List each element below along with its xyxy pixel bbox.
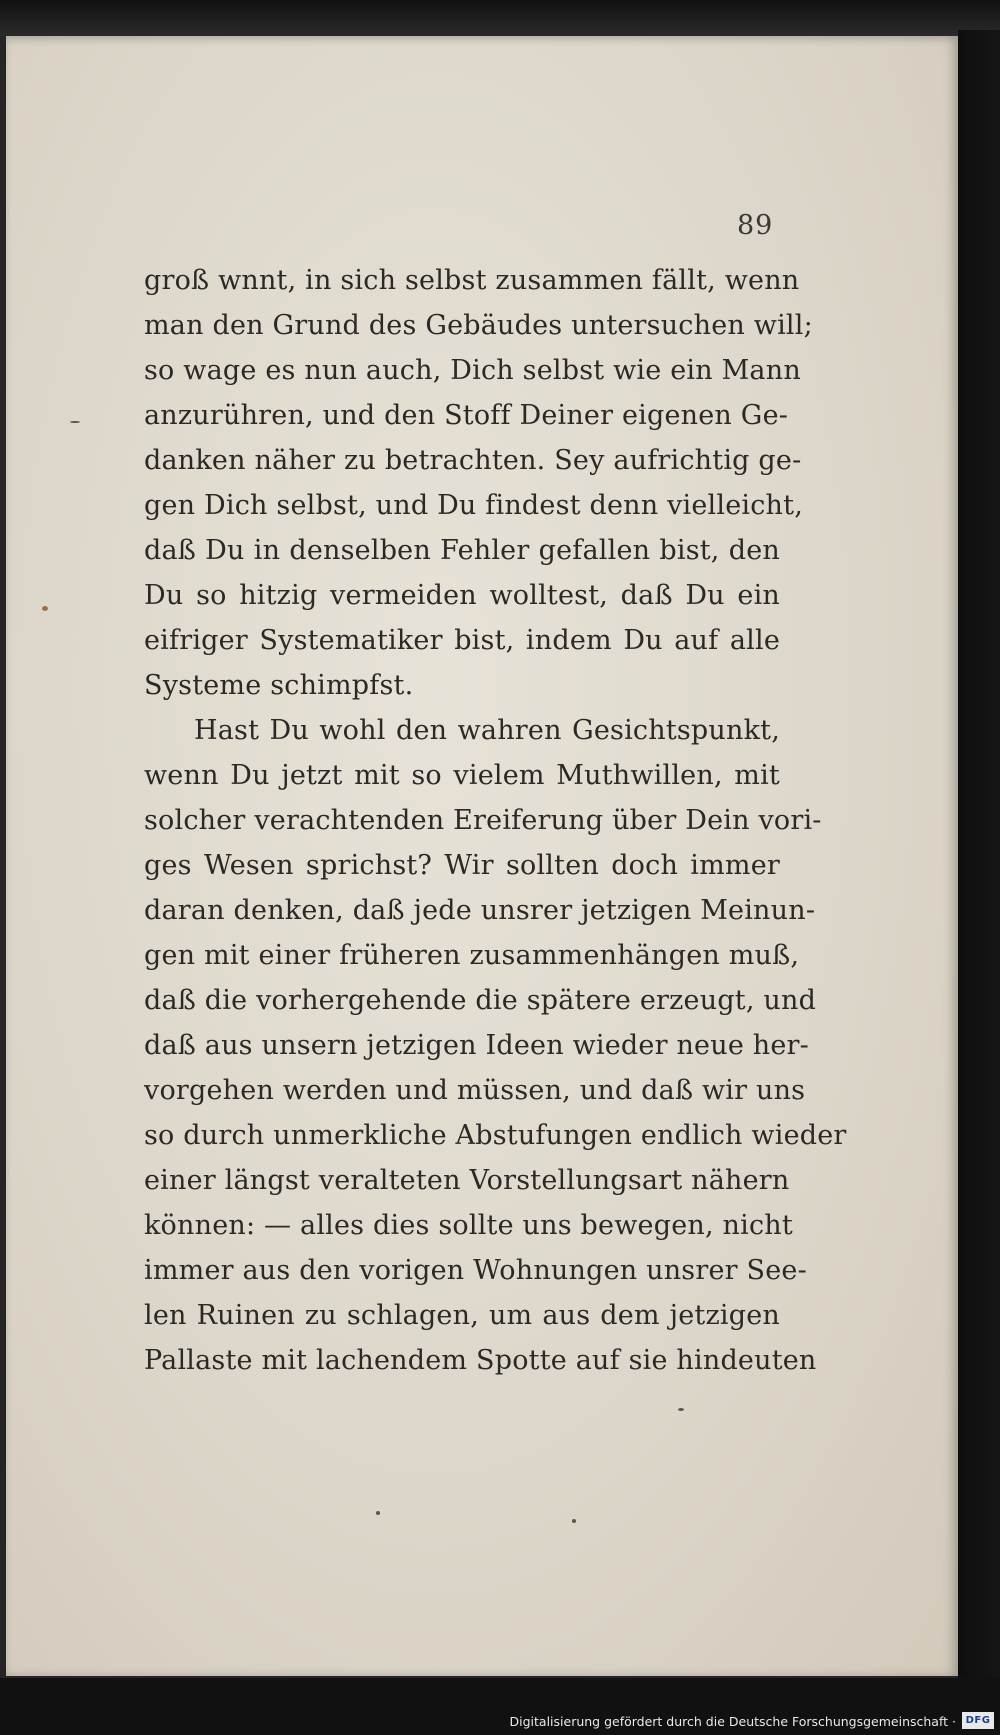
- text-line: gen Dich selbst, und Du findest denn vielleicht,: [144, 490, 803, 521]
- text-line: anzurühren, und den Stoff Deiner eigenen Ge-: [144, 400, 789, 431]
- text-line: Du so hitzig vermeiden wolltest, daß Du ein: [144, 580, 780, 611]
- text-line: gen mit einer früheren zusammenhängen muß,: [144, 940, 800, 971]
- text-line: groß wnnt, in sich selbst zusammen fällt, wenn: [144, 265, 800, 296]
- paper-speck: [42, 606, 48, 611]
- text-line: man den Grund des Gebäudes untersuchen will;: [144, 310, 813, 341]
- dfg-logo: DFG: [962, 1712, 994, 1729]
- text-line: len Ruinen zu schlagen, um aus dem jetzigen: [144, 1300, 780, 1331]
- text-line: so wage es nun auch, Dich selbst wie ein Mann: [144, 355, 801, 386]
- text-line: eifriger Systematiker bist, indem Du auf alle: [144, 625, 780, 656]
- text-line: immer aus den vorigen Wohnungen unsrer See-: [144, 1255, 807, 1286]
- paper-speck: [678, 1408, 684, 1411]
- page-number: 89: [737, 210, 774, 241]
- text-line: Systeme schimpfst.: [144, 670, 414, 701]
- text-line: daran denken, daß jede unsrer jetzigen Meinun-: [144, 895, 816, 926]
- page-body-text: [144, 258, 847, 1383]
- text-line: Pallaste mit lachendem Spotte auf sie hindeuten: [144, 1345, 817, 1376]
- text-line: ges Wesen sprichst? Wir sollten doch immer: [144, 850, 780, 881]
- text-line: vorgehen werden und müssen, und daß wir uns: [144, 1075, 806, 1106]
- scan-right-border: [958, 30, 1000, 1680]
- text-line: danken näher zu betrachten. Sey aufrichtig ge-: [144, 445, 802, 476]
- scan-top-border: [0, 0, 1000, 36]
- paper-speck: [376, 1511, 380, 1515]
- paper-speck: [572, 1519, 576, 1523]
- text-line: wenn Du jetzt mit so vielem Muthwillen, mit: [144, 760, 780, 791]
- text-line: so durch unmerkliche Abstufungen endlich wieder: [144, 1120, 847, 1151]
- text-line: Hast Du wohl den wahren Gesichtspunkt,: [194, 715, 780, 746]
- text-line: können: — alles dies sollte uns bewegen, nicht: [144, 1210, 793, 1241]
- text-line: daß aus unsern jetzigen Ideen wieder neue her-: [144, 1030, 809, 1061]
- text-line: daß die vorhergehende die spätere erzeugt, und: [144, 985, 817, 1016]
- paper-speck: [70, 421, 80, 423]
- digitization-credit: Digitalisierung gefördert durch die Deutsche Forschungsgemeinschaft ·: [509, 1714, 956, 1729]
- text-line: einer längst veralteten Vorstellungsart nähern: [144, 1165, 790, 1196]
- text-line: solcher verachtenden Ereiferung über Dein vori-: [144, 805, 822, 836]
- text-line: daß Du in denselben Fehler gefallen bist, den: [144, 535, 780, 566]
